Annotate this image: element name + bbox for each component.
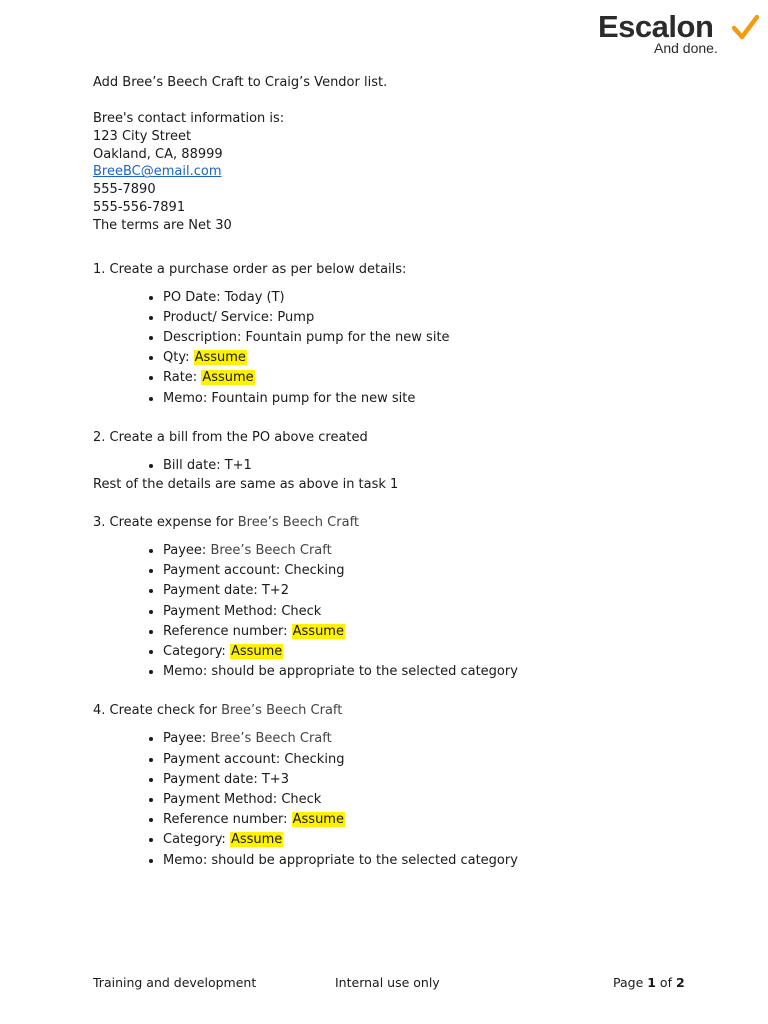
list-item: • Payment date: T+3 [163, 770, 733, 790]
list-item: • Payment account: Checking [163, 561, 733, 581]
vendor-name: Bree’s Beech Craft [237, 515, 360, 530]
footer-left: Training and development [93, 975, 257, 990]
highlight-assume: Assume [194, 350, 246, 366]
list-item: • Reference number: Assume [163, 810, 733, 830]
list-item: • Memo: should be appropriate to the selected category [163, 662, 733, 682]
intro-line: Add Bree’s Beech Craft to Craig’s Vendor list. [93, 75, 388, 90]
list-item: • Payment Method: Check [163, 602, 733, 622]
contact-phone-1: 555-7890 [93, 182, 156, 198]
list-item: • Qty: Assume [163, 348, 733, 368]
contact-email-link[interactable]: BreeBC@email.com [93, 164, 222, 180]
list-item: • Category: Assume [163, 830, 733, 850]
list-item: • Memo: should be appropriate to the selected category [163, 851, 733, 871]
vendor-name: Bree’s Beech Craft [221, 703, 343, 719]
footer-center: Internal use only [335, 975, 440, 990]
list-item: • Bill date: T+1 [163, 456, 733, 476]
contact-heading: Bree's contact information is: [93, 111, 285, 126]
highlight-assume: Assume [292, 812, 344, 828]
logo-tagline: And done. [654, 40, 718, 56]
highlight-assume: Assume [292, 623, 344, 639]
list-item: • Payment Method: Check [163, 790, 733, 810]
contact-street: 123 City Street [93, 128, 192, 144]
list-item: • Payee: Bree’s Beech Craft [163, 541, 733, 561]
task-heading: 4. Create check for Bree’s Beech Craft [93, 703, 343, 719]
task-4 [93, 702, 733, 870]
highlight-assume: Assume [230, 644, 283, 660]
list-item: • Category: Assume [163, 642, 733, 662]
list-item: • Description: Fountain pump for the new site [163, 328, 733, 348]
task-list [93, 729, 733, 870]
task-2 [93, 429, 733, 494]
task-heading: 3. Create expense for Bree’s Beech Craft [93, 515, 360, 530]
contact-terms: The terms are Net 30 [93, 217, 232, 233]
list-item: • Payment account: Checking [163, 750, 733, 770]
contact-block [93, 110, 733, 235]
task-heading: 1. Create a purchase order as per below details: [93, 261, 407, 277]
document-body [93, 74, 733, 871]
page-number: Page 1 of 2 [613, 975, 685, 990]
task-2-note: Rest of the details are same as above in task 1 [93, 477, 399, 492]
list-item: • Payee: Bree’s Beech Craft [163, 729, 733, 749]
list-item: • Rate: Assume [163, 368, 733, 388]
checkmark-icon [731, 14, 759, 42]
task-list [93, 288, 733, 409]
list-item: • PO Date: Today (T) [163, 288, 733, 308]
contact-city: Oakland, CA, 88999 [93, 146, 223, 162]
highlight-assume: Assume [230, 832, 283, 848]
task-heading: 2. Create a bill from the PO above created [93, 429, 368, 445]
logo-wordmark: Escalon [598, 9, 714, 44]
list-item: • Memo: Fountain pump for the new site [163, 389, 733, 409]
list-item: • Reference number: Assume [163, 622, 733, 642]
highlight-assume: Assume [202, 370, 254, 386]
list-item: • Product/ Service: Pump [163, 308, 733, 328]
list-item: • Payment date: T+2 [163, 581, 733, 601]
escalon-logo [598, 10, 763, 58]
task-3 [93, 514, 733, 682]
vendor-name: Bree’s Beech Craft [210, 731, 332, 747]
contact-phone-2: 555-556-7891 [93, 199, 186, 215]
vendor-name: Bree’s Beech Craft [210, 543, 332, 558]
task-list [93, 541, 733, 682]
task-1 [93, 261, 733, 409]
task-list [93, 456, 733, 476]
